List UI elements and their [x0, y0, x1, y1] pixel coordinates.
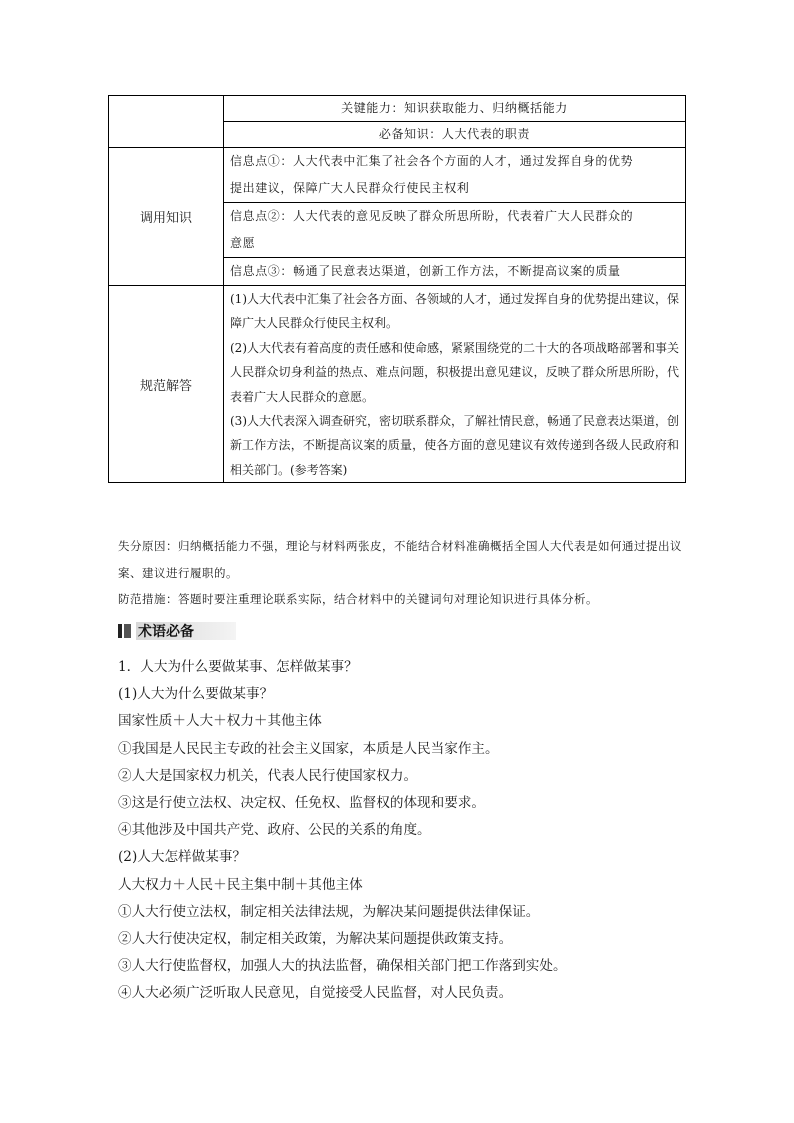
section-marker-icon-secondary [124, 624, 131, 638]
section-title: 术语必备 [138, 624, 194, 640]
info-point-1 [224, 148, 686, 203]
answer-paragraph-2: (2)人大代表有着高度的责任感和使命感，紧紧围绕党的二十大的各项战略部署和事关人民群众切身利益的热点、难点问题，积极提出意见建议，反映了群众所思所盼，代表着广大人民群众的意愿。 [230, 340, 680, 404]
question-1b: (2)人大怎样做某事？ [118, 849, 247, 866]
info-point-2-line1: 信息点②：人大代表的意见反映了群众所思所盼，代表着广大人民群众的 [230, 209, 634, 223]
answer-cell [224, 286, 686, 483]
question-1: 1．人大为什么要做某事、怎样做某事？ [118, 659, 358, 675]
loss-reason: 失分原因：归纳概括能力不强，理论与材料两张皮，不能结合材料准确概括全国人大代表是如何通过提出议案、建议进行履职的。 [118, 539, 682, 580]
question-1a-item-3: ③这是行使立法权、决定权、任免权、监督权的体现和要求。 [118, 795, 486, 812]
answer-paragraph-1: (1)人大代表中汇集了社会各方面、各领域的人才，通过发挥自身的优势提出建议，保障广大人民群众行使民主权利。 [230, 292, 680, 331]
notes-block [118, 533, 688, 613]
question-1a-item-1: ①我国是人民民主专政的社会主义国家，本质是人民当家作主。 [118, 740, 499, 757]
key-ability-cell: 关键能力：知识获取能力、归纳概括能力 [224, 96, 686, 122]
knowledge-label: 调用知识 [109, 148, 224, 286]
question-1a-item-4: ④其他涉及中国共产党、政府、公民的关系的角度。 [118, 822, 431, 839]
info-point-1-line2: 提出建议，保障广大人民群众行使民主权利 [230, 181, 470, 195]
question-1b-item-3: ③人大行使监督权，加强人大的执法监督，确保相关部门把工作落到实处。 [118, 958, 567, 975]
info-point-2 [224, 203, 686, 258]
answer-paragraph-3: (3)人大代表深入调查研究，密切联系群众，了解社情民意，畅通了民意表达渠道，创新工作方法，不断提高议案的质量，使各方面的意见建议有效传递到各级人民政府和相关部门。(参考答案) [230, 414, 680, 477]
answer-label: 规范解答 [109, 286, 224, 483]
question-1b-item-1: ①人大行使立法权，制定相关法律法规，为解决某问题提供法律保证。 [118, 903, 540, 920]
info-point-2-line2: 意愿 [230, 236, 256, 250]
analysis-table [108, 95, 686, 483]
section-title-band [136, 622, 236, 640]
question-1b-item-2: ②人大行使决定权，制定相关政策，为解决某问题提供政策支持。 [118, 931, 513, 948]
question-1a-formula: 国家性质＋人大＋权力＋其他主体 [118, 713, 322, 730]
terms-content [118, 654, 688, 1008]
question-1b-item-4: ④人大必须广泛听取人民意见，自觉接受人民监督，对人民负责。 [118, 985, 513, 1002]
question-1a: (1)人大为什么要做某事？ [118, 686, 274, 703]
info-point-1-line1: 信息点①：人大代表中汇集了社会各个方面的人才，通过发挥自身的优势 [230, 154, 634, 168]
question-1b-formula: 人大权力＋人民＋民主集中制＋其他主体 [118, 876, 363, 893]
info-point-3 [224, 258, 686, 286]
info-point-3-line1: 信息点③：畅通了民意表达渠道，创新工作方法，不断提高议案的质量 [230, 264, 621, 278]
empty-label-cell [109, 96, 224, 148]
section-marker-icon [118, 624, 122, 638]
prevention-measures: 防范措施：答题时要注重理论联系实际，结合材料中的关键词句对理论知识进行具体分析。 [118, 592, 598, 606]
required-knowledge-cell: 必备知识：人大代表的职责 [224, 122, 686, 148]
section-heading [118, 622, 236, 640]
question-1a-item-2: ②人大是国家权力机关，代表人民行使国家权力。 [118, 767, 418, 784]
